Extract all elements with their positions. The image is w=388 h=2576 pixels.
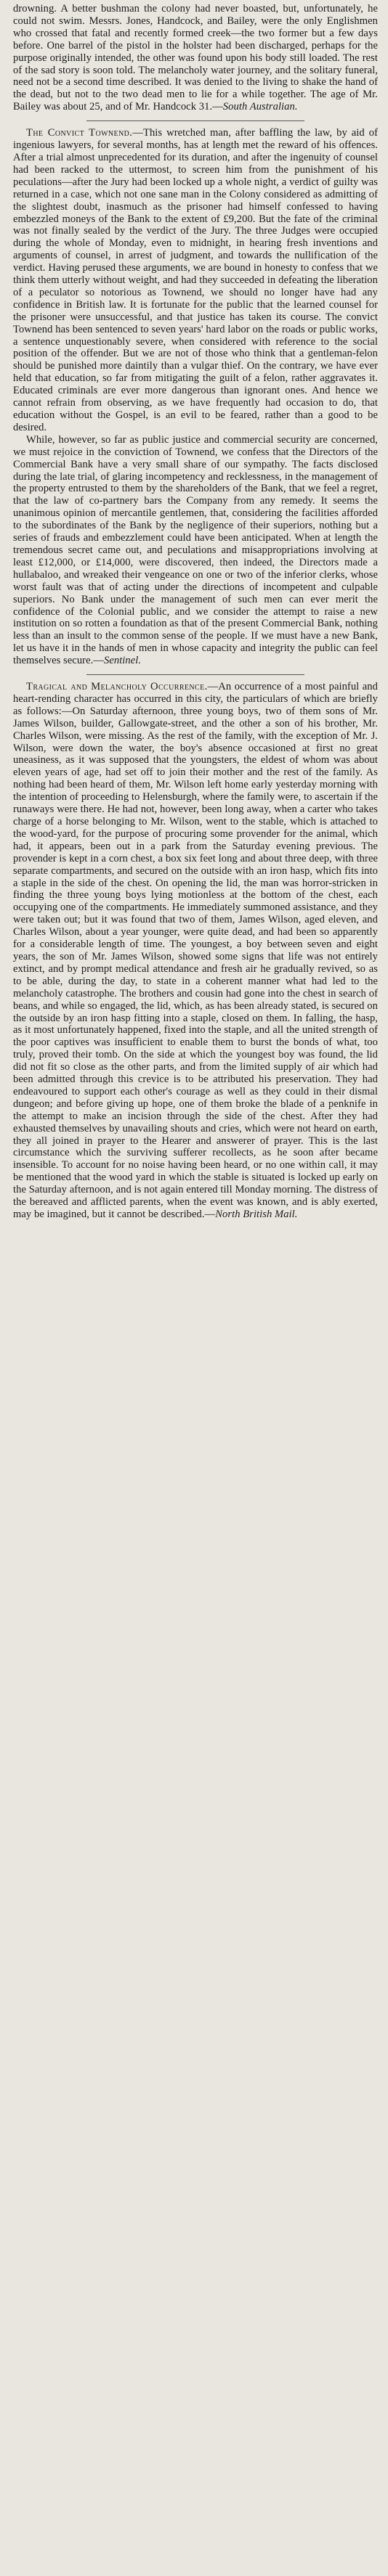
tragical-occurrence-source: North British Mail. bbox=[215, 1209, 298, 1220]
convict-townend-paragraph-2 bbox=[13, 434, 378, 667]
article-continuation bbox=[13, 3, 378, 113]
tragical-occurrence-body: —An occurrence of a most painful and heart-rending character has occurred in this city, the particulars of which are briefly as follows:—On Saturday afternoon, three young boys, two of them sons of Mr. James Wilson, builder, Gallowgate-street, and the other a son of his brother, Mr. Charles Wilson, were missing. As the rest of the family, with the exception of Mr. J. Wilson, were down the water, the boy's absence occasioned at first no great uneasiness, as it was supposed that the youngsters, the eldest of whom was about eleven years of age, had set off to join their mother and the rest of the family. As nothing had been heard of them, Mr. Wilson left home early yesterday morning with the intention of proceeding to Helensburgh, where the family were, to ascertain if the runaways were there. He had not, however, been long away, when a carter who takes charge of a horse belonging to Mr. Wilson, went to the stable, which is attached to the wood-yard, for the purpose of procuring some provender for the animal, which had, it appears, been out in a park from the Saturday evening previous. The provender is kept in a corn chest, a box six feet long and about three deep, with three separate compartments, and secured on the outside with an iron hasp, which fits into a staple in the side of the chest. On opening the lid, the man was horror-stricken in finding the three young boys lying motionless at the bottom of the chest, each occupying one of the compartments. He immediately summoned assistance, and they were taken out; but it was found that two of them, James Wilson, aged eleven, and Charles Wilson, about a year younger, were quite dead, and had been so apparently for a considerable length of time. The youngest, a boy between seven and eight years, the son of Mr. James Wilson, showed some signs that life was not entirely extinct, and by prompt medical attendance and fresh air he gradually revived, so as to be able, during the day, to state in a coherent manner what had led to the melancholy catastrophe. The brothers and cousin had gone into the chest in search of beans, and while so engaged, the lid, which, as has been already stated, is secured on the outside by an iron hasp fitting into a staple, closed on them. In falling, the hasp, as it most unfortunately happened, fixed into the staple, and all the united strength of the poor captives was insufficient to enable them to burst the bonds of what, too truly, proved their tomb. On the side at which the youngest boy was found, the lid did not fit so close as the other parts, and from the limited supply of air which had been admitted through this crevice is to be attributed his preservation. They had endeavoured to support each other's courage as well as they could in their dismal dungeon; and before giving up hope, one of them broke the blade of a penknife in the attempt to make an incision through the side of the chest. After they had exhausted themselves by unavailing shouts and cries, which were not heard on earth, they all joined in prayer to the Hearer and answerer of prayer. This is the last circumstance which the surviving sufferer recollects, as he soon after became insensible. To account for no noise having been heard, or no one within call, it may be mentioned that the wood yard in which the stable is situated is locked up early on the Saturday afternoon, and is not again entered till Monday morning. The distress of the bereaved and afflicted parents, when the event was known, and is ably exerted, may be imagined, but it cannot be described.— bbox=[13, 681, 379, 1220]
tragical-occurrence-heading: Tragical and Melancholy Occurrence. bbox=[26, 681, 208, 693]
convict-townend-body-1: —This wretched man, after baffling the law, by aid of ingenious lawyers, for several months, has at length met the reward of his offences. After a trial almost unprecedented for its duration, and after the ingenuity of counsel had been racked to the uttermost, to screen him from the punishment of his peculations—after the Jury had been locked up a whole night, a verdict of guilty was returned in a case, which not one sane man in the Colony considered as admitting of the slightest doubt, inasmuch as the prisoner had himself confessed to having embezzled moneys of the Bank to the extent of £9,200. But the fate of the criminal was not finally sealed by the verdict of the Jury. The three Judges were occupied during the whole of Monday, even to midnight, in hearing fresh inventions and arguments of counsel, in arrest of judgment, and towards the nullification of the verdict. Having perused these arguments, we are bound in honesty to confess that we think them utterly without weight, and had they succeeded in defeating the liberation of a peculator so notorious as Townend, we should no longer have had any confidence in British law. It is fortunate for the public that the learned counsel for the prisoner were unsuccessful, and that justice has taken its course. The convict Townend has been sentenced to seven years' hard labor on the roads or public works, a sentence unquestionably severe, when considered with reference to the social position of the offender. But we are not of those who think that a gentleman-felon should be punished more daintily than a vulgar thief. On the contrary, we have ever held that education, so far from mitigating the guilt of a felon, rather aggravates it. Educated criminals are ever more dangerous than ignorant ones. And hence we cannot refrain from observing, as we have frequently had occasion to do, that education without the Gospel, is an evil to be feared, rather than a good to be desired. bbox=[13, 127, 378, 433]
tragical-occurrence-paragraph bbox=[13, 681, 378, 1221]
convict-townend-heading: The Convict Townend. bbox=[26, 127, 133, 139]
article-continuation-source: South Australian. bbox=[222, 101, 298, 113]
convict-townend-body-2: While, however, so far as public justice and commercial security are concerned, we must rejoice in the conviction of Townend, we confess that the Directors of the Commercial Bank have a very small share of our sympathy. The facts disclosed during the late trial, of glaring incompetency and recklessness, in the management of the property entrusted to them by the shareholders of the Bank, that we feel a regret, that the law of co-partnery bars the Company from any remedy. It seems the unanimous opinion of mercantile gentlemen, that, considering the facilities afforded to the subordinates of the Bank by the negligence of their superiors, nothing but a series of frauds and embezzlement could have been anticipated. When at length the tremendous secret came out, and peculations and misappropriations involving at least £12,000, or £14,000, were discovered, then indeed, the Directors made a hullabaloo, and wreaked their vengeance on one or two of the inferior clerks, whose worst fault was that of acting under the directions of incompetent and culpable superiors. No Bank under the management of such men can ever merit the confidence of the Colonial public, and we consider the attempt to raise a new institution on so rotten a foundation as that of the present Commercial Bank, nothing less than an insult to the common sense of the people. If we must have a new Bank, let us have it in the hands of men in whose capacity and integrity the public can feel themselves secure.— bbox=[13, 433, 378, 667]
article-continuation-text: drowning. A better bushman the colony had never boasted, but, unfortunately, he could not swim. Messrs. Jones, Handcock, and Bailey, were the only Englishmen who crossed that fatal and recently formed creek—the two former but a few days before. One barrel of the pistol in the holster had been discharged, perhaps for the purpose originally intended, the other was found upon his body still loaded. The rest of the sad story is soon told. The melancholy water journey, and the solitary funeral, need not be a second time described. It was denied to the living to shake the hand of the dead, but not to the two dead men to lie for a while together. The age of Mr. Bailey was about 25, and of Mr. Handcock 31.— bbox=[13, 3, 378, 113]
column-divider bbox=[86, 674, 304, 675]
convict-townend-paragraph-1 bbox=[13, 127, 378, 434]
column-divider bbox=[86, 120, 304, 121]
convict-townend-source: Sentinel. bbox=[103, 655, 142, 667]
